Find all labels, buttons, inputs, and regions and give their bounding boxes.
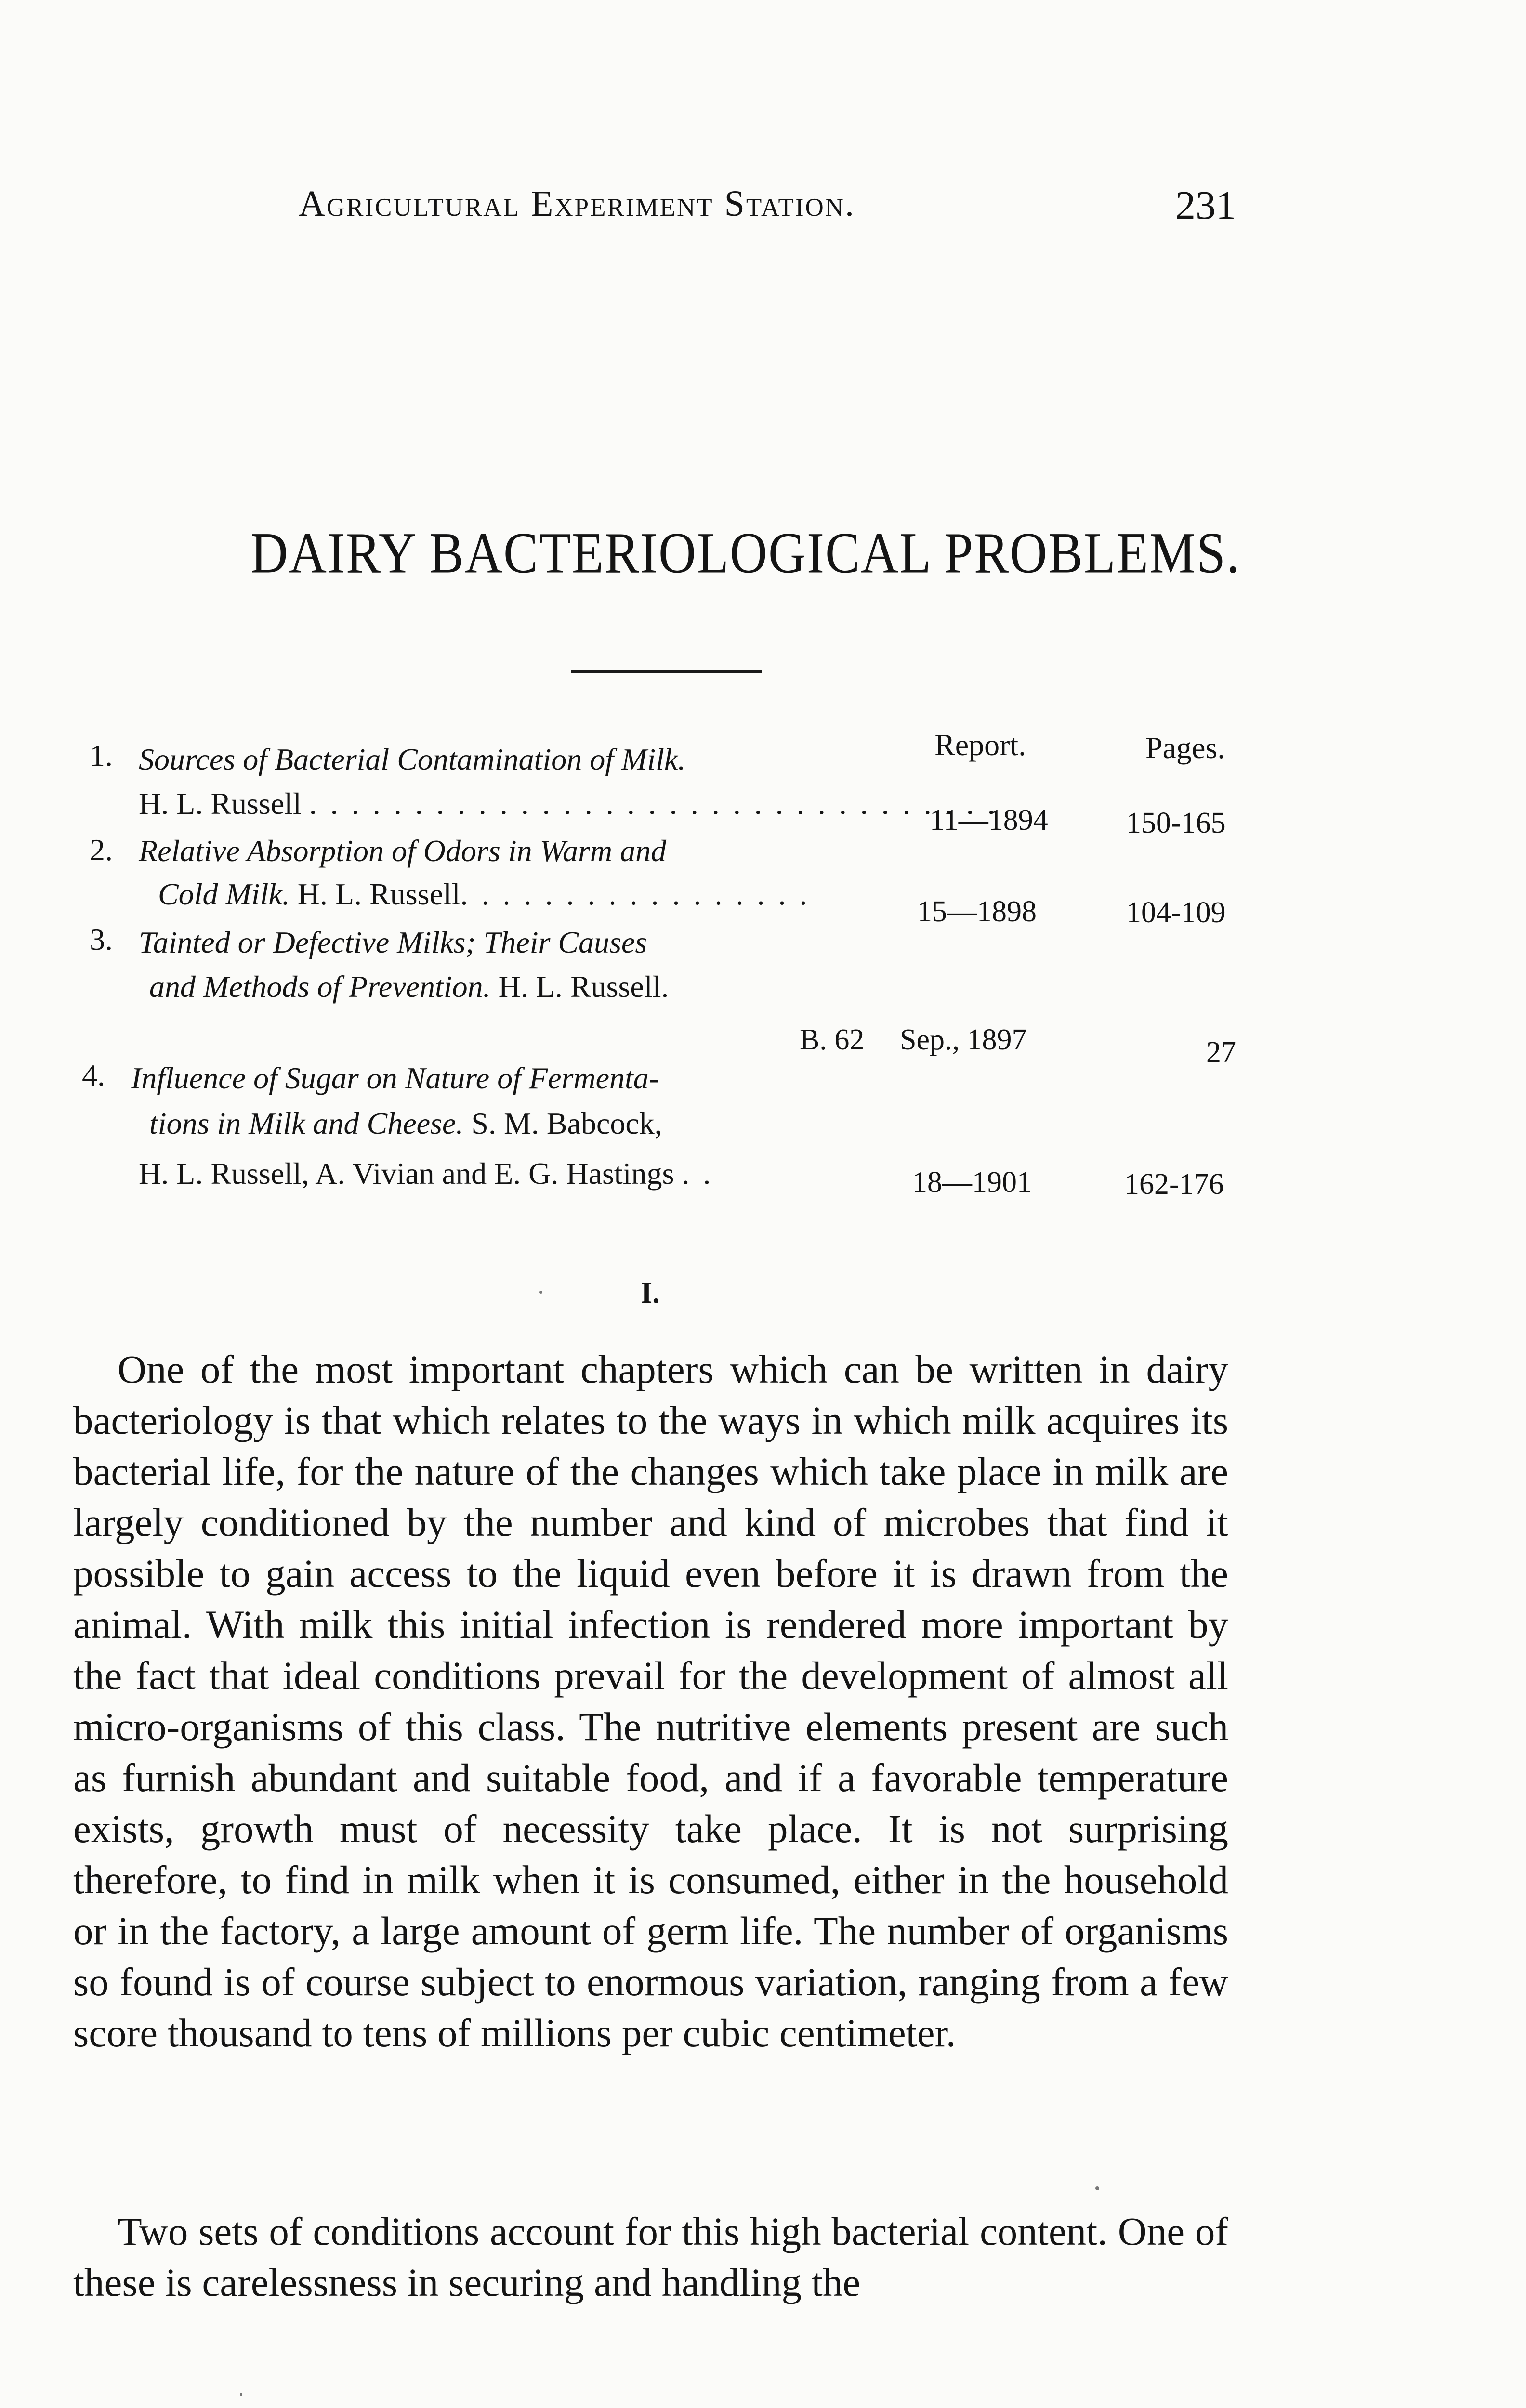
toc-entry-2-number: 2. [90,833,113,867]
scan-speck [240,2393,242,2396]
toc-entry-4-title [131,1060,659,1096]
toc-entry-4-title-text-2: tions in Milk and Cheese. [149,1106,464,1140]
toc-entry-2-title-text-2: Cold Milk. [158,877,290,911]
title-rule [571,670,762,673]
toc-entry-3-title [139,925,647,960]
toc-entry-2-report: 15—1898 [917,895,1037,928]
toc-entry-4-title-cont [149,1106,662,1141]
toc-entry-1-pages: 150-165 [1126,807,1226,839]
toc-entry-1-report: 11—1894 [930,804,1048,837]
toc-entry-2-leader: . . . . . . . . . . . . . . . . . [460,877,810,911]
toc-entry-1-title [139,742,685,777]
body-paragraph-2: Two sets of conditions account for this high bacterial content. One of these is carelessness in securing and handling the [73,2209,1228,2304]
toc-entry-1-author-line [139,786,998,822]
toc-entry-2-author: H. L. Russell [297,877,460,911]
pages-column-header: Pages. [1145,731,1225,765]
toc-entry-4-title-text: Influence of Sugar on Nature of Fermenta- [131,1061,659,1095]
report-column-header: Report. [934,728,1026,762]
toc-entry-4-author-1: S. M. Babcock, [471,1106,662,1140]
toc-entry-1-number: 1. [90,738,113,772]
toc-entry-3-author: H. L. Russell. [498,969,669,1004]
toc-entry-2-pages: 104-109 [1126,896,1226,929]
toc-entry-2-title-cont [158,877,810,912]
scan-speck [1095,2186,1099,2190]
toc-entry-1-author: H. L. Russell [139,786,302,821]
toc-entry-2-title [139,833,666,869]
scan-speck [539,1291,542,1294]
toc-entry-3-title-cont [149,969,669,1005]
toc-entry-2-title-text: Relative Absorption of Odors in Warm and [139,834,667,868]
toc-entry-3-title-text-2: and Methods of Prevention. [149,969,491,1004]
body-paragraph-1: One of the most important chapters which can be written in dairy bacteriology is that which relates to the ways in which milk acquires its bacterial life, for the nature of the changes which take place in milk are largely conditioned by the number and kind of microbes that find it possible to gain access to the liquid even before it is drawn from the animal. With milk this initial infection is rendered more important by the fact that ideal conditions prevail for the development of almost all micro-organisms of this class. The nutritive elements present are such as furnish abundant and suitable food, and if a favorable temperature exists, growth must of necessity take place. It is not surprising therefore, to find in milk when it is consumed, either in the household or in the factory, a large amount of germ life. The number of organisms so found is of course subject to enormous variation, ranging from a few score thousand to tens of millions per cubic centimeter. [73,1347,1228,2055]
toc-entry-4-author-line [139,1156,713,1191]
article-title: DAIRY BACTERIOLOGICAL PROBLEMS. [250,521,1241,586]
toc-entry-4-report: 18—1901 [912,1166,1032,1199]
toc-entry-4-number: 4. [82,1058,105,1092]
toc-entry-3-pages: 27 [1206,1036,1236,1069]
page-number: 231 [1175,183,1236,228]
toc-entry-4-pages: 162-176 [1124,1168,1224,1201]
toc-entry-1-title-text: Sources of Bacterial Contamination of Milk. [139,742,686,776]
running-header-title: Agricultural Experiment Station. [299,183,856,224]
toc-entry-1-leader: . . . . . . . . . . . . . . . . . . . . . . . . . . . . . . . . . [309,786,998,821]
section-numeral: I. [641,1277,660,1309]
toc-entry-3-number: 3. [90,922,113,956]
toc-entry-4-leader: . . [682,1156,714,1191]
toc-entry-3-report: Sep., 1897 [900,1023,1027,1056]
toc-entry-3-bulletin: B. 62 [800,1023,865,1056]
toc-entry-4-author-2: H. L. Russell, A. Vivian and E. G. Hastings [139,1156,674,1191]
toc-entry-3-title-text: Tainted or Defective Milks; Their Causes [139,925,647,959]
